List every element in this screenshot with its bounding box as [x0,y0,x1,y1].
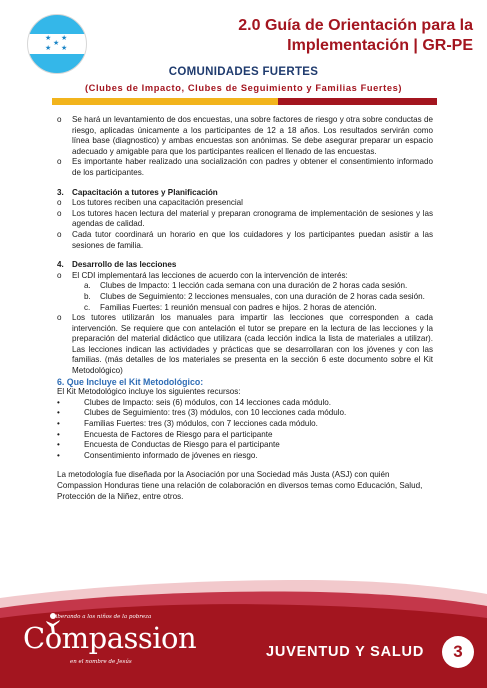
closing-paragraph: La metodología fue diseñada por la Asociación por una Sociedad más Justa (ASJ) con quién Compassion Honduras tiene una relación de colaboración en diversos temas como Educación, Salud, Protección de la Niñez, entre otros. [57,470,423,501]
bullet-item: • Encuesta de Factores de Riesgo para el participante [57,429,273,439]
section-4-heading: 4. Desarrollo de las lecciones [57,260,177,270]
list-item: o Los tutores reciben una capacitación presencial [57,198,243,208]
page-title: 2.0 Guía de Orientación para la Implementación | GR-PE [238,17,473,54]
document-body [57,115,433,502]
section-3-heading: 3. Capacitación a tutores y Planificación [57,187,218,197]
divider-red [278,98,437,105]
bullet-item: • Encuesta de Conductas de Riesgo para el participante [57,440,280,450]
sub-list-item: b. Clubes de Seguimiento: 2 lecciones mensuales, con una duración de 2 horas cada sesión. [84,291,425,301]
sub-list-item: c. Familias Fuertes: 1 reunión mensual con padres e hijos. 2 horas de atención. [84,302,377,312]
honduras-flag-icon: ★ ★ ★ ★ ★ [27,14,87,74]
list-item: o Es importante haber realizado una socialización con padres y obtener el consentimiento informado de los participantes. [57,157,433,177]
section-subheading: (Clubes de Impacto, Clubes de Seguimiento y Familias Fuertes) [84,83,403,93]
list-item: o El CDI implementará las lecciones de acuerdo con la intervención de interés: [57,270,348,280]
sub-list-item: a. Clubes de Impacto: 1 lección cada semana con una duración de 2 horas cada sesión. [84,281,408,291]
list-item: o Se hará un levantamiento de dos encuestas, una sobre factores de riesgo y otra sobre conductas de riesgo, aplicadas únicamente a los participantes de 12 a 18 años. Los resultados servirán como línea base (diagnostico) y ambas encuestas son anónimas. Se debe asegurar preparar un espacio adecuado y amigable para que los participantes realicen el llenado de las encuestas. [57,115,433,156]
section-6-intro: El Kit Metodológico incluye los siguientes recursos: [57,387,241,397]
page-number: 3 [442,636,474,668]
list-item: o Los tutores hacen lectura del material y preparan cronograma de implementación de sesiones y las agendas de calidad. [57,208,433,229]
logo-subtext: en el nombre de Jesús [70,659,132,665]
compassion-logo: Compassion [23,621,197,655]
bullet-item: • Familias Fuertes: tres (3) módulos, con 7 lecciones cada módulo. [57,419,318,429]
list-item: o Los tutores utilizarán los manuales para impartir las lecciones que corresponden a cada intervención. Se requiere que con antelación el tutor se prepare en la lectura de las lecciones y la preparación del material didáctico que utilizara (cada lección indica la lista de materiales a utilizar). Las lecciones indican las actividades y prácticas que se desarrollaran con los jóvenes y con las familias. (más detalles de los materiales se presenta en la sección 6 este documento sobre el Kit Metodológico) [57,313,433,376]
logo-tagline: Liberando a los niños de la pobreza [52,614,152,620]
divider-yellow [52,98,278,105]
footer-label: JUVENTUD Y SALUD [266,644,425,660]
bullet-item: • Consentimiento informado de jóvenes en riesgo. [57,450,258,460]
list-item: o Cada tutor coordinará un horario en que los cuidadores y los participantes puedan asistir a las sesiones de familia. [57,229,433,250]
section-heading: COMUNIDADES FUERTES [168,66,319,78]
section-6-heading: 6. Que Incluye el Kit Metodológico: [57,376,204,387]
bullet-item: • Clubes de Impacto: seis (6) módulos, con 14 lecciones cada módulo. [57,397,331,407]
bullet-item: • Clubes de Seguimiento: tres (3) módulos, con 10 lecciones cada módulo. [57,408,347,418]
